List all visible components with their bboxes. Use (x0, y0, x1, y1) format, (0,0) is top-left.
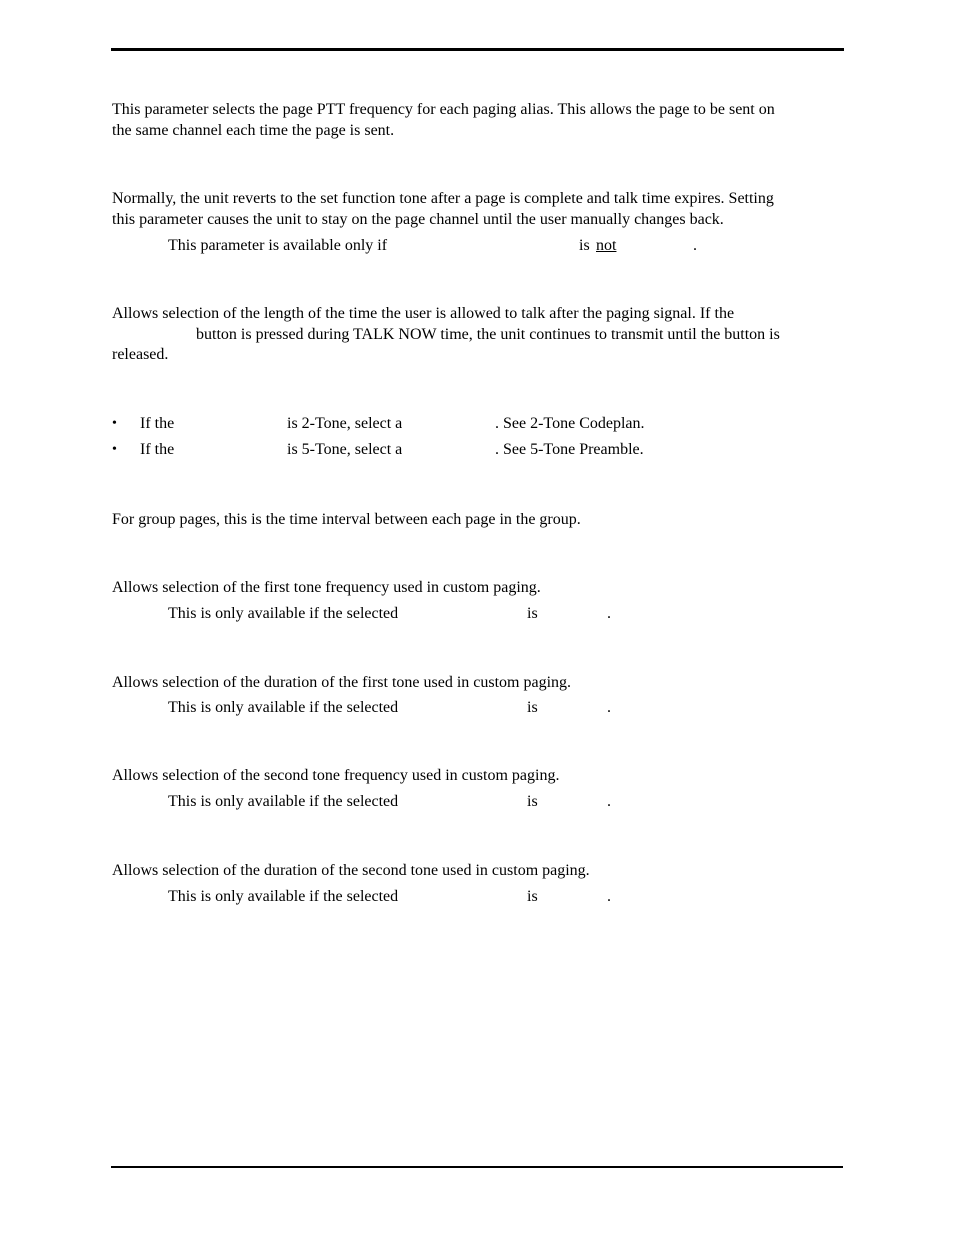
tone2-frequency-note-is: is (527, 793, 538, 810)
codeplan-bullet-2-middle: is 5-Tone, select a (287, 441, 403, 458)
footer-rule (111, 1166, 843, 1168)
tone1-frequency-note-prefix: This is only available if the selected (168, 605, 399, 622)
tone2-duration-note-is: is (527, 888, 538, 905)
tone1-duration-note-is: is (527, 699, 538, 716)
header-rule (111, 48, 844, 51)
tone2-frequency-note-prefix: This is only available if the selected (168, 793, 399, 810)
codeplan-bullet-2-suffix: . See 5-Tone Preamble. (495, 441, 644, 458)
tone1-duration-text: Allows selection of the duration of the first tone used in custom paging. (112, 674, 572, 691)
codeplan-bullet-1-suffix: . See 2-Tone Codeplan. (495, 415, 645, 432)
stay-on-page-note-prefix: This parameter is available only if (168, 237, 388, 254)
tone1-frequency-note-period: . (607, 605, 611, 622)
tone2-duration-note-prefix: This is only available if the selected (168, 888, 399, 905)
stay-on-page-note-not: not (596, 237, 617, 254)
talk-time-text-line1: Allows selection of the length of the time the user is allowed to talk after the paging signal. If the (112, 305, 735, 322)
stay-on-page-note-period: . (693, 237, 697, 254)
codeplan-bullet-1-prefix: If the (140, 415, 175, 432)
codeplan-bullet-1-middle: is 2-Tone, select a (287, 415, 403, 432)
codeplan-bullet-2-prefix: If the (140, 441, 175, 458)
talk-time-text-line3: released. (112, 346, 169, 363)
bullet-icon: • (112, 442, 117, 457)
group-interval-text: For group pages, this is the time interval between each page in the group. (112, 511, 581, 528)
tone2-duration-note-period: . (607, 888, 611, 905)
ptt-frequency-text-line2: the same channel each time the page is sent. (112, 122, 395, 139)
tone1-duration-note-period: . (607, 699, 611, 716)
tone1-duration-note-prefix: This is only available if the selected (168, 699, 399, 716)
tone1-frequency-note-is: is (527, 605, 538, 622)
stay-on-page-text-line1: Normally, the unit reverts to the set function tone after a page is complete and talk time expires. Setting (112, 190, 774, 207)
stay-on-page-note-is: is (579, 237, 590, 254)
bullet-icon: • (112, 416, 117, 431)
stay-on-page-text-line2: this parameter causes the unit to stay on the page channel until the user manually changes back. (112, 211, 724, 228)
tone2-frequency-text: Allows selection of the second tone frequency used in custom paging. (112, 767, 560, 784)
talk-time-text-line2: button is pressed during TALK NOW time, the unit continues to transmit until the button is (196, 326, 780, 343)
ptt-frequency-text-line1: This parameter selects the page PTT frequency for each paging alias. This allows the page to be sent on (112, 101, 775, 118)
tone1-frequency-text: Allows selection of the first tone frequency used in custom paging. (112, 579, 541, 596)
tone2-duration-text: Allows selection of the duration of the second tone used in custom paging. (112, 862, 590, 879)
tone2-frequency-note-period: . (607, 793, 611, 810)
